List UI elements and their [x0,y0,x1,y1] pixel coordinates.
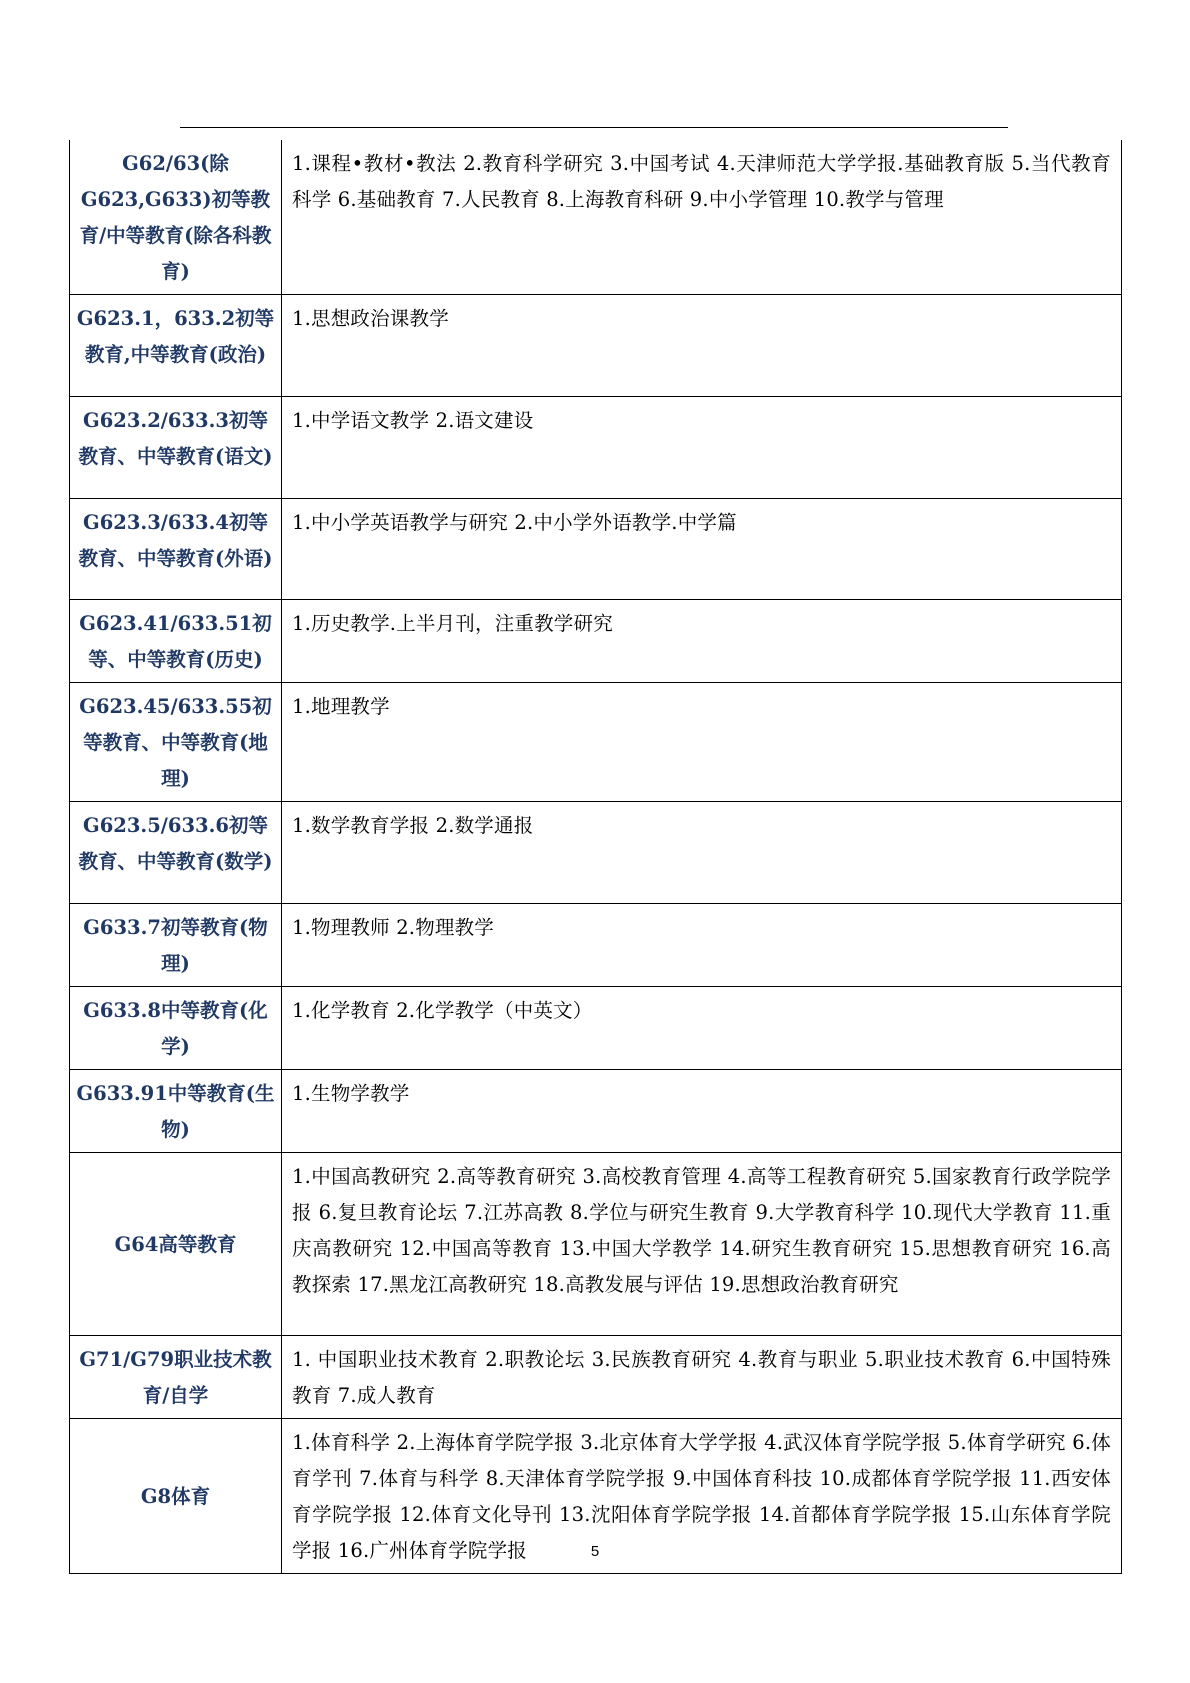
table-row [70,1336,1122,1419]
classification-cell: G623.45/633.55初等教育、中等教育(地理) [70,683,282,802]
journals-cell: 1.历史教学.上半月刊，注重教学研究 [282,600,1122,683]
classification-cell: G633.91中等教育(生物) [70,1070,282,1153]
table-row [70,600,1122,683]
journals-cell: 1.课程•教材•教法 2.教育科学研究 3.中国考试 4.天津师范大学学报.基础教育版 5.当代教育科学 6.基础教育 7.人民教育 8.上海教育科研 9.中小学管理 10.教学与管理 [282,140,1122,295]
journals-cell: 1.中小学英语教学与研究 2.中小学外语教学.中学篇 [282,499,1122,600]
classification-cell: G8体育 [70,1419,282,1574]
table-row [70,295,1122,397]
journals-cell: 1.化学教育 2.化学教学（中英文） [282,987,1122,1070]
classification-cell: G623.3/633.4初等教育、中等教育(外语) [70,499,282,600]
classification-cell: G633.7初等教育(物理) [70,904,282,987]
classification-cell: G623.5/633.6初等教育、中等教育(数学) [70,802,282,904]
journals-cell: 1.体育科学 2.上海体育学院学报 3.北京体育大学学报 4.武汉体育学院学报 5.体育学研究 6.体育学刊 7.体育与科学 8.天津体育学院学报 9.中国体育科技 10.成都体育学院学报 11.西安体育学院学报 12.体育文化导刊 13.沈阳体育学院学报 14.首都体育学院学报 15.山东体育学院学报 16.广州体育学院学报 [282,1419,1122,1574]
classification-cell: G623.1，633.2初等教育,中等教育(政治) [70,295,282,397]
table-row [70,1070,1122,1153]
table-row [70,140,1122,295]
journals-cell: 1.思想政治课教学 [282,295,1122,397]
journals-cell: 1.中国高教研究 2.高等教育研究 3.高校教育管理 4.高等工程教育研究 5.国家教育行政学院学报 6.复旦教育论坛 7.江苏高教 8.学位与研究生教育 9.大学教育科学 10.现代大学教育 11.重庆高教研究 12.中国高等教育 13.中国大学教学 14.研究生教育研究 15.思想教育研究 16.高教探索 17.黑龙江高教研究 18.高教发展与评估 19.思想政治教育研究 [282,1153,1122,1336]
header-rule [180,127,1008,128]
table-row [70,987,1122,1070]
journals-cell: 1.数学教育学报 2.数学通报 [282,802,1122,904]
table-row [70,802,1122,904]
journals-cell: 1. 中国职业技术教育 2.职教论坛 3.民族教育研究 4.教育与职业 5.职业技术教育 6.中国特殊教育 7.成人教育 [282,1336,1122,1419]
journals-cell: 1.生物学教学 [282,1070,1122,1153]
table-row [70,683,1122,802]
journals-cell: 1.地理教学 [282,683,1122,802]
table-row [70,1153,1122,1336]
journals-cell: 1.中学语文教学 2.语文建设 [282,397,1122,499]
journals-cell: 1.物理教师 2.物理教学 [282,904,1122,987]
classification-cell: G64高等教育 [70,1153,282,1336]
classification-cell: G633.8中等教育(化学) [70,987,282,1070]
classification-cell: G623.2/633.3初等教育、中等教育(语文) [70,397,282,499]
classification-cell: G62/63(除G623,G633)初等教育/中等教育(除各科教育) [70,140,282,295]
journal-table [69,140,1122,1574]
classification-cell: G71/G79职业技术教育/自学 [70,1336,282,1419]
page-number: 5 [590,1543,600,1560]
classification-cell: G623.41/633.51初等、中等教育(历史) [70,600,282,683]
table-row [70,499,1122,600]
table-row [70,397,1122,499]
table-row [70,904,1122,987]
